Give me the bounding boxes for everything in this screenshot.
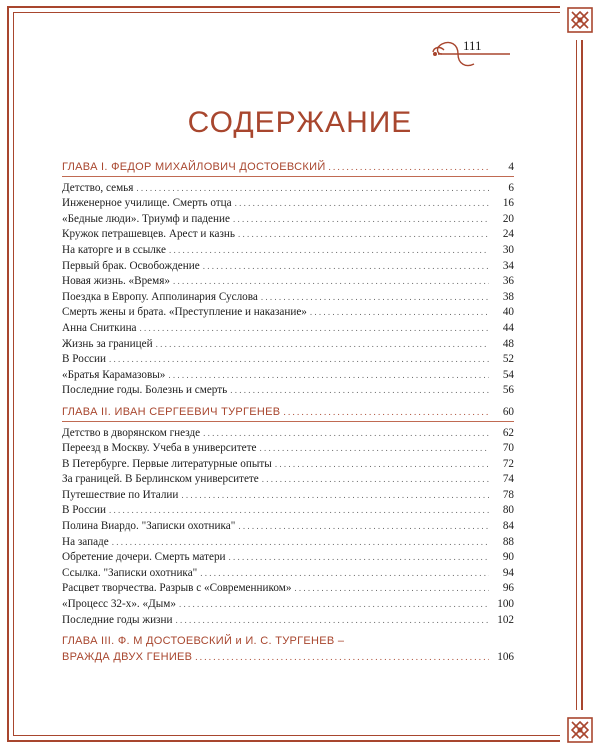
- page-ref: 70: [502, 442, 514, 455]
- toc-entry[interactable]: [62, 613, 514, 629]
- chapter-heading-row[interactable]: [62, 405, 514, 421]
- page-ref: 74: [502, 473, 514, 486]
- entry-title: Поездка в Европу. Апполинария Суслова: [62, 290, 258, 303]
- dot-leader: [181, 488, 489, 504]
- header-flourish-ornament: [400, 34, 510, 74]
- toc-entry[interactable]: [62, 472, 514, 488]
- entry-title: «Процесс 32-х». «Дым»: [62, 598, 176, 611]
- toc-entry[interactable]: [62, 321, 514, 337]
- chapter-heading: ВРАЖДА ДВУХ ГЕНИЕВ: [62, 650, 193, 663]
- entry-title: Новая жизнь. «Время»: [62, 275, 170, 288]
- toc-entry[interactable]: [62, 488, 514, 504]
- page-ref: 102: [497, 613, 514, 626]
- chapter-1: [62, 160, 514, 399]
- entry-title: Последние годы жизни: [62, 613, 173, 626]
- page-ref: 20: [502, 212, 514, 225]
- page-ref: 44: [502, 321, 514, 334]
- toc-entry[interactable]: [62, 535, 514, 551]
- entry-title: Обретение дочери. Смерть матери: [62, 551, 226, 564]
- toc-entry[interactable]: [62, 597, 514, 613]
- chapter-heading: ГЛАВА II. ИВАН СЕРГЕЕВИЧ ТУРГЕНЕВ: [62, 405, 281, 418]
- dot-leader: [238, 519, 489, 535]
- entry-title: Смерть жены и брата. «Преступление и наказание»: [62, 306, 307, 319]
- chapter-heading-row[interactable]: [62, 160, 514, 176]
- table-of-contents: [62, 160, 514, 671]
- entry-title: Последние годы. Болезнь и смерть: [62, 384, 228, 397]
- page-ref: 80: [502, 504, 514, 517]
- dot-leader: [112, 535, 489, 551]
- toc-entry[interactable]: [62, 441, 514, 457]
- page-ref: 34: [502, 259, 514, 272]
- entry-title: Расцвет творчества. Разрыв с «Современником»: [62, 582, 292, 595]
- toc-entry[interactable]: [62, 566, 514, 582]
- chapter-heading-row[interactable]: [62, 650, 514, 666]
- page-ref: 60: [502, 405, 514, 418]
- dot-leader: [179, 597, 489, 613]
- page-ref: 72: [502, 457, 514, 470]
- page-number: 111: [463, 38, 482, 53]
- toc-entry[interactable]: [62, 196, 514, 212]
- chapter-3: [62, 634, 514, 665]
- dot-leader: [275, 457, 489, 473]
- entry-title: Путешествие по Италии: [62, 488, 179, 501]
- toc-entry[interactable]: [62, 519, 514, 535]
- dot-leader: [140, 321, 489, 337]
- page-title: СОДЕРЖАНИЕ: [187, 106, 413, 140]
- corner-ornament-top-right: [560, 0, 600, 40]
- entry-title: В Петербурге. Первые литературные опыты: [62, 457, 272, 470]
- entry-title: Кружок петрашевцев. Арест и казнь: [62, 228, 235, 241]
- page-ref: 78: [502, 488, 514, 501]
- dot-leader: [175, 613, 489, 629]
- page-ref: 30: [502, 243, 514, 256]
- page-ref: 96: [502, 582, 514, 595]
- page-ref: 38: [502, 290, 514, 303]
- page-ref: 16: [502, 197, 514, 210]
- dot-leader: [109, 503, 489, 519]
- dot-leader: [294, 581, 489, 597]
- page-ref: 88: [502, 535, 514, 548]
- dot-leader: [329, 160, 489, 176]
- dot-leader: [195, 650, 489, 666]
- chapter-divider: [62, 176, 514, 178]
- dot-leader: [310, 305, 489, 321]
- dot-leader: [156, 337, 489, 353]
- page-ref: 4: [508, 161, 514, 173]
- dot-leader: [168, 368, 489, 384]
- toc-entry[interactable]: [62, 457, 514, 473]
- toc-entry[interactable]: [62, 503, 514, 519]
- corner-ornament-bottom-right: [560, 710, 600, 750]
- entry-title: Первый брак. Освобождение: [62, 259, 200, 272]
- dot-leader: [200, 566, 489, 582]
- page-ref: 62: [502, 426, 514, 439]
- dot-leader: [261, 290, 489, 306]
- chapter-2: [62, 405, 514, 628]
- toc-entry[interactable]: [62, 368, 514, 384]
- page-ref: 106: [497, 650, 514, 663]
- dot-leader: [230, 383, 489, 399]
- entry-title: Переезд в Москву. Учеба в университете: [62, 442, 257, 455]
- entry-title: В России: [62, 353, 106, 366]
- toc-entry[interactable]: [62, 305, 514, 321]
- page-ref: 36: [502, 275, 514, 288]
- chapter-heading: ГЛАВА I. ФЕДОР МИХАЙЛОВИЧ ДОСТОЕВСКИЙ: [62, 161, 326, 173]
- toc-entry[interactable]: [62, 259, 514, 275]
- toc-entry[interactable]: [62, 581, 514, 597]
- dot-leader: [173, 274, 489, 290]
- entry-title: Детство в дворянском гнезде: [62, 426, 201, 439]
- dot-leader: [136, 181, 489, 197]
- dot-leader: [238, 227, 489, 243]
- page-ref: 6: [508, 181, 514, 194]
- toc-entry[interactable]: [62, 337, 514, 353]
- toc-entry[interactable]: [62, 290, 514, 306]
- entry-title: «Бедные люди». Триумф и падение: [62, 212, 230, 225]
- page-ref: 52: [502, 353, 514, 366]
- page-ref: 24: [502, 228, 514, 241]
- dot-leader: [109, 352, 489, 368]
- dot-leader: [229, 550, 489, 566]
- dot-leader: [259, 441, 489, 457]
- page-ref: 56: [502, 384, 514, 397]
- entry-title: Детство, семья: [62, 181, 134, 194]
- page-ref: 90: [502, 551, 514, 564]
- entry-title: На каторге и в ссылке: [62, 243, 166, 256]
- chapter-divider: [62, 421, 514, 423]
- entry-title: Жизнь за границей: [62, 337, 153, 350]
- entry-title: Полина Виардо. "Записки охотника": [62, 520, 236, 533]
- dot-leader: [233, 212, 489, 228]
- toc-entry[interactable]: [62, 352, 514, 368]
- dot-leader: [203, 259, 489, 275]
- page-ref: 54: [502, 368, 514, 381]
- dot-leader: [169, 243, 489, 259]
- toc-entry[interactable]: [62, 181, 514, 197]
- chapter-heading-line1[interactable]: ГЛАВА III. Ф. М ДОСТОЕВСКИЙ и И. С. ТУРГЕНЕВ –: [62, 635, 345, 648]
- toc-entry[interactable]: [62, 212, 514, 228]
- entry-title: На западе: [62, 535, 109, 548]
- toc-entry[interactable]: [62, 227, 514, 243]
- toc-entry[interactable]: [62, 274, 514, 290]
- entry-title: Анна Сниткина: [62, 321, 137, 334]
- toc-entry[interactable]: [62, 243, 514, 259]
- page-ref: 84: [502, 520, 514, 533]
- dot-leader: [262, 472, 489, 488]
- entry-title: «Братья Карамазовы»: [62, 368, 166, 381]
- toc-entry[interactable]: [62, 383, 514, 399]
- entry-title: Ссылка. "Записки охотника": [62, 566, 198, 579]
- entry-title: За границей. В Берлинском университете: [62, 473, 259, 486]
- entry-title: Инженерное училище. Смерть отца: [62, 197, 232, 210]
- page-ref: 100: [497, 598, 514, 611]
- page-ref: 94: [502, 566, 514, 579]
- entry-title: В России: [62, 504, 106, 517]
- page-ref: 40: [502, 306, 514, 319]
- page-ref: 48: [502, 337, 514, 350]
- toc-entry[interactable]: [62, 426, 514, 442]
- dot-leader: [203, 426, 489, 442]
- dot-leader: [283, 405, 489, 421]
- toc-entry[interactable]: [62, 550, 514, 566]
- dot-leader: [235, 196, 489, 212]
